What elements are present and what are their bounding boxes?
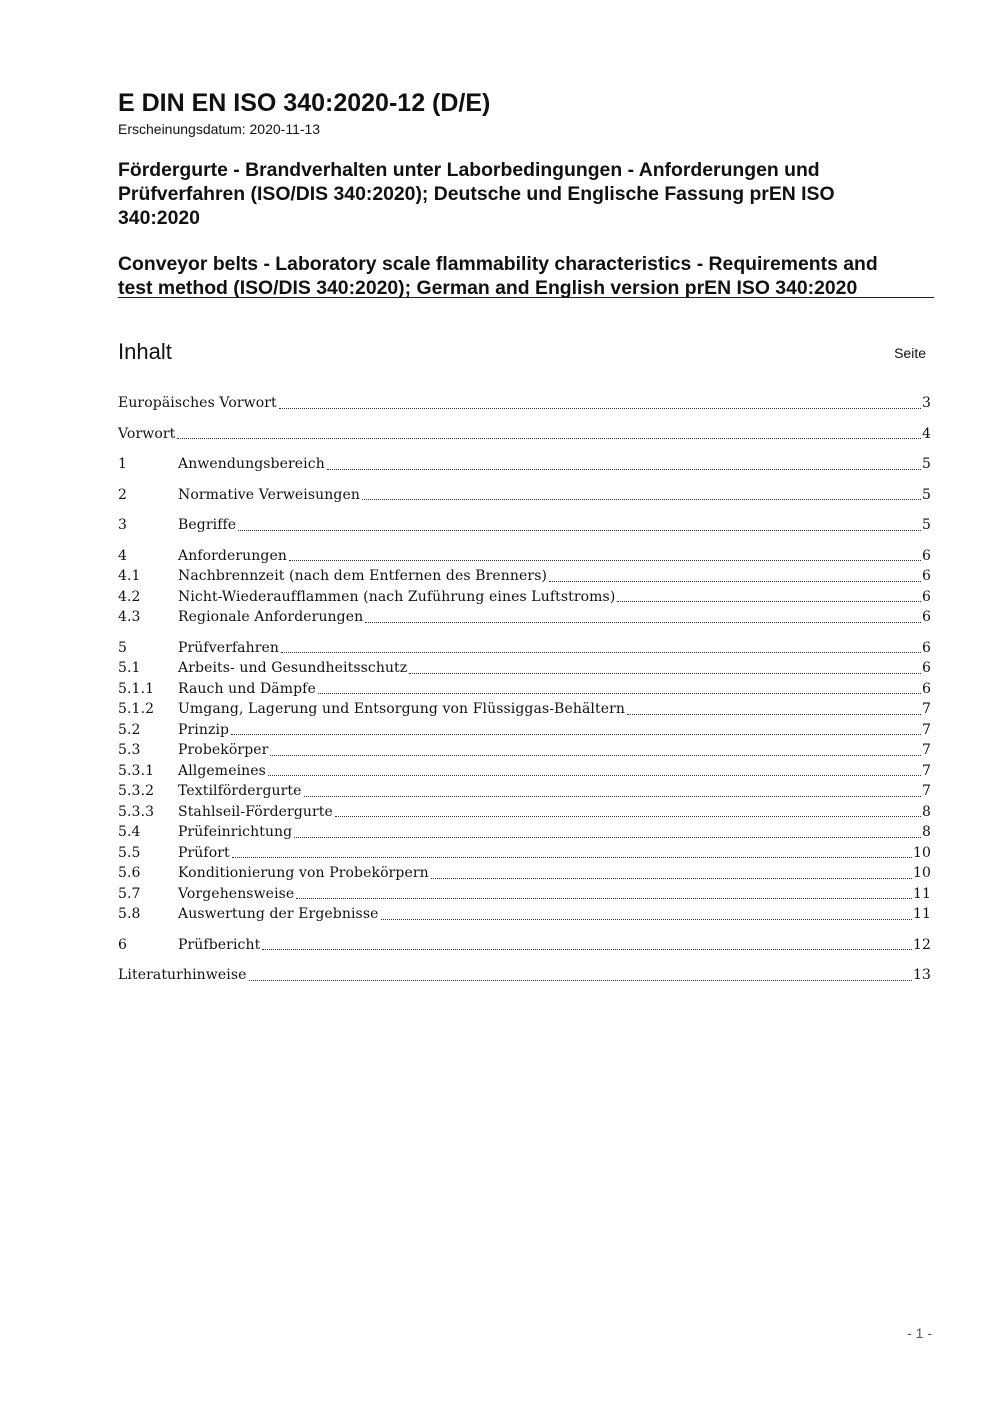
toc-entry-page: 12 (912, 936, 931, 953)
toc-dot-leader (270, 755, 921, 756)
toc-entry[interactable] (118, 884, 931, 905)
toc-entry-label: Prüfeinrichtung (178, 824, 293, 840)
toc-entry[interactable] (118, 740, 931, 761)
toc-entry[interactable] (118, 802, 931, 823)
toc-entry-label: Nachbrennzeit (nach dem Entfernen des Brenners) (178, 568, 548, 584)
toc-dot-leader (318, 693, 921, 694)
toc-dot-leader (289, 560, 921, 561)
toc-entry-number: 5.2 (118, 721, 141, 738)
toc-entry[interactable] (118, 935, 931, 956)
toc-page-column-label: Seite (894, 345, 926, 361)
toc-entry-label: Literaturhinweise (118, 967, 247, 983)
page-number: - 1 - (907, 1325, 932, 1341)
toc-entry-page: 7 (921, 721, 931, 738)
toc-entry-page: 6 (921, 568, 931, 584)
toc-entry-number: 5.7 (118, 885, 141, 902)
title-english-line: test method (ISO/DIS 340:2020); German and English version prEN ISO 340:2020 (118, 277, 858, 299)
toc-entry-number: 4.2 (118, 588, 141, 605)
toc-entry-number: 5.8 (118, 906, 141, 922)
toc-entry-label: Rauch und Dämpfe (178, 680, 316, 697)
toc-entry[interactable] (118, 485, 931, 506)
toc-dot-leader (431, 878, 912, 879)
header-divider (118, 297, 934, 298)
toc-entry[interactable] (118, 393, 931, 414)
toc-entry-page: 7 (921, 783, 931, 799)
toc-entry[interactable] (118, 720, 931, 741)
toc-dot-leader (365, 622, 921, 623)
toc-entry-number: 5.6 (118, 865, 141, 881)
toc-entry[interactable] (118, 658, 931, 679)
toc-entry-label: Anwendungsbereich (178, 456, 325, 472)
toc-entry[interactable] (118, 781, 931, 802)
toc-dot-leader (177, 438, 921, 439)
toc-entry-label: Konditionierung von Probekörpern (178, 865, 429, 881)
toc-entry-page: 8 (921, 803, 931, 820)
toc-entry[interactable] (118, 699, 931, 720)
toc-dot-leader (409, 673, 921, 674)
toc-entry-page: 6 (921, 639, 931, 656)
toc-entry-page: 7 (921, 701, 931, 717)
toc-entry-label: Arbeits- und Gesundheitsschutz (178, 660, 408, 676)
toc-entry[interactable] (118, 566, 931, 587)
toc-entry[interactable] (118, 638, 931, 659)
toc-entry-label: Regionale Anforderungen (178, 609, 364, 625)
toc-entry-label: Prüfverfahren (178, 639, 280, 656)
toc-entry[interactable] (118, 515, 931, 536)
toc-entry-number: 5.1 (118, 660, 141, 676)
toc-entry-number: 5.3 (118, 742, 141, 758)
title-english (118, 252, 934, 300)
toc-entry-number: 5.5 (118, 844, 141, 861)
toc-entry-number: 6 (118, 936, 128, 953)
toc-dot-leader (294, 837, 921, 838)
toc-entry-label: Prüfort (178, 844, 230, 861)
toc-entry-page: 10 (912, 844, 931, 861)
toc-dot-leader (238, 530, 921, 531)
toc-entry-label: Nicht-Wiederaufflammen (nach Zuführung eines Luftstroms) (178, 588, 616, 605)
toc-entry-page: 8 (921, 824, 931, 840)
title-german-line: Fördergurte - Brandverhalten unter Laborbedingungen - Anforderungen und (118, 159, 820, 181)
toc-entry-page: 11 (912, 906, 931, 922)
toc-entry[interactable] (118, 965, 931, 986)
toc-entry[interactable] (118, 863, 931, 884)
toc-entry-page: 3 (921, 395, 931, 411)
toc-dot-leader (279, 408, 921, 409)
toc-entry-page: 6 (921, 660, 931, 676)
toc-dot-leader (281, 652, 921, 653)
toc-dot-leader (327, 469, 921, 470)
toc-entry-number: 2 (118, 486, 128, 503)
toc-dot-leader (262, 949, 912, 950)
toc-dot-leader (296, 898, 912, 899)
toc-entry-number: 5.3.2 (118, 783, 155, 799)
toc-entry-label: Prinzip (178, 721, 230, 738)
toc-entry-page: 5 (921, 456, 931, 472)
toc-dot-leader (231, 734, 921, 735)
toc-entry-number: 3 (118, 517, 128, 533)
toc-entry[interactable] (118, 679, 931, 700)
toc-entry-page: 13 (912, 967, 931, 983)
toc-entry[interactable] (118, 843, 931, 864)
toc-entry-label: Normative Verweisungen (178, 486, 360, 503)
toc-entry-label: Anforderungen (178, 547, 287, 564)
toc-dot-leader (381, 919, 912, 920)
toc-entry[interactable] (118, 822, 931, 843)
toc-dot-leader (362, 499, 921, 500)
toc-dot-leader (627, 714, 921, 715)
toc-entry[interactable] (118, 587, 931, 608)
toc-dot-leader (304, 796, 921, 797)
toc-entry-label: Vorwort (118, 425, 176, 442)
toc-entry-page: 7 (921, 762, 931, 779)
toc-entry-number: 5 (118, 639, 128, 656)
toc-entry-number: 1 (118, 456, 128, 472)
toc-entry[interactable] (118, 424, 931, 445)
toc-entry[interactable] (118, 761, 931, 782)
toc-entry-page: 5 (921, 486, 931, 503)
toc-entry-number: 4 (118, 547, 128, 564)
toc-entry-page: 7 (921, 742, 931, 758)
toc-entry-page: 6 (921, 588, 931, 605)
toc-heading: Inhalt (118, 339, 172, 364)
toc-entry-label: Europäisches Vorwort (118, 395, 277, 411)
toc-entry-label: Vorgehensweise (178, 885, 295, 902)
toc-dot-leader (617, 601, 921, 602)
toc-dot-leader (335, 816, 921, 817)
toc-entry-label: Auswertung der Ergebnisse (178, 906, 379, 922)
toc-entry-label: Textilfördergurte (178, 783, 302, 799)
toc-entry-label: Umgang, Lagerung und Entsorgung von Flüssiggas-Behältern (178, 701, 625, 717)
toc-entry[interactable] (118, 904, 931, 925)
toc-entry[interactable] (118, 607, 931, 628)
toc-entry-page: 6 (921, 547, 931, 564)
toc-entry-number: 5.3.3 (118, 803, 155, 820)
toc-entry-label: Begriffe (178, 517, 237, 533)
title-english-line: Conveyor belts - Laboratory scale flammability characteristics - Requirements and (118, 253, 878, 275)
toc-entry-number: 5.1.1 (118, 680, 155, 697)
toc-entry-page: 6 (921, 680, 931, 697)
toc-entry-page: 6 (921, 609, 931, 625)
toc-dot-leader (232, 857, 912, 858)
toc-entry-number: 5.4 (118, 824, 141, 840)
title-german-line: Prüfverfahren (ISO/DIS 340:2020); Deutsche und Englische Fassung prEN ISO (118, 183, 835, 205)
document-id: E DIN EN ISO 340:2020-12 (D/E) (118, 89, 491, 117)
toc-entry[interactable] (118, 454, 931, 475)
toc-entry-number: 4.3 (118, 609, 141, 625)
toc-dot-leader (249, 980, 912, 981)
toc-entry-number: 5.1.2 (118, 701, 155, 717)
publication-date: Erscheinungsdatum: 2020-11-13 (118, 121, 321, 137)
toc-entry-number: 4.1 (118, 568, 141, 584)
toc-entry-label: Probekörper (178, 742, 269, 758)
toc-entry-page: 10 (912, 865, 931, 881)
toc-entry-page: 5 (921, 517, 931, 533)
toc-dot-leader (268, 775, 921, 776)
toc-entry-number: 5.3.1 (118, 762, 155, 779)
toc-entry[interactable] (118, 546, 931, 567)
toc-heading-row (118, 336, 926, 368)
toc-entry-page: 4 (921, 425, 931, 442)
toc-entry-label: Stahlseil-Fördergurte (178, 803, 333, 820)
toc-entry-label: Allgemeines (178, 762, 266, 779)
table-of-contents (118, 393, 931, 986)
document-header (118, 86, 934, 300)
title-german-line: 340:2020 (118, 207, 200, 229)
toc-entry-page: 11 (912, 885, 931, 902)
toc-dot-leader (549, 581, 921, 582)
toc-entry-label: Prüfbericht (178, 936, 261, 953)
title-german (118, 158, 934, 230)
